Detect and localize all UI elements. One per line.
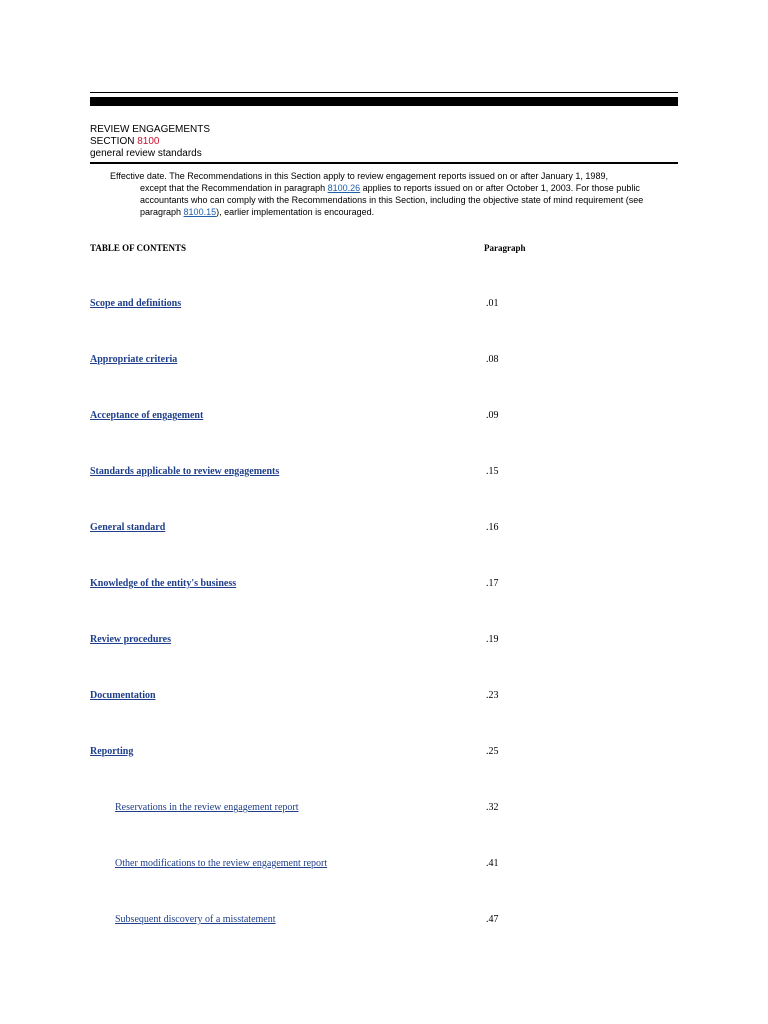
toc-link-knowledge[interactable]: Knowledge of the entity's business <box>90 578 237 589</box>
section-header <box>90 124 210 160</box>
document-page <box>90 0 678 1024</box>
toc-row <box>90 578 678 592</box>
toc-link-procedures[interactable]: Review procedures <box>90 634 172 645</box>
toc-link-acceptance[interactable]: Acceptance of engagement <box>90 410 204 421</box>
toc-paragraph-number: .09 <box>486 410 499 421</box>
toc-paragraph-number: .16 <box>486 522 499 533</box>
effective-text-2: except that the Recommendation in paragraph <box>140 183 328 193</box>
toc-row <box>90 746 678 760</box>
toc-row <box>90 634 678 648</box>
effective-text-4: ), earlier implementation is encouraged. <box>216 207 375 217</box>
section-line <box>90 136 210 148</box>
toc-paragraph-number: .17 <box>486 578 499 589</box>
toc-paragraph-number: .01 <box>486 298 499 309</box>
header-title: REVIEW ENGAGEMENTS <box>90 124 211 135</box>
toc-row <box>90 690 678 704</box>
toc-row <box>90 298 678 312</box>
toc-paragraph-number: .15 <box>486 466 499 477</box>
section-number: 8100 <box>137 136 160 147</box>
toc-link-reservations[interactable]: Reservations in the review engagement report <box>115 802 299 813</box>
toc-link-other-modifications[interactable]: Other modifications to the review engagement report <box>115 858 328 869</box>
toc-row <box>90 410 678 424</box>
toc-paragraph-number: .23 <box>486 690 499 701</box>
toc-heading: TABLE OF CONTENTS <box>90 243 187 253</box>
header-rule <box>90 162 678 164</box>
effective-text-1: Effective date. The Recommendations in this Section apply to review engagement reports issued on or after January 1, 1989, <box>110 171 608 181</box>
toc-paragraph-number: .19 <box>486 634 499 645</box>
toc-row <box>90 858 678 872</box>
toc-link-general-standard[interactable]: General standard <box>90 522 166 533</box>
paragraph-link-8100-15[interactable]: 8100.15 <box>183 207 217 217</box>
effective-indent-block <box>110 182 678 218</box>
toc-link-standards[interactable]: Standards applicable to review engagements <box>90 466 280 477</box>
section-label: SECTION <box>90 136 138 147</box>
toc-link-documentation[interactable]: Documentation <box>90 690 156 701</box>
toc-link-scope[interactable]: Scope and definitions <box>90 298 182 309</box>
effective-text-3: applies to reports issued on or after October 1, 2003. For those public accountants who can comply with the Recommendations in this Section, including the objective state of mind requirement (see paragraph <box>140 183 644 217</box>
toc-row <box>90 354 678 368</box>
toc-paragraph-number: .08 <box>486 354 499 365</box>
toc-row <box>90 914 678 928</box>
toc-paragraph-number: .25 <box>486 746 499 757</box>
toc-paragraph-number: .32 <box>486 802 499 813</box>
toc-link-reporting[interactable]: Reporting <box>90 746 134 757</box>
toc-row <box>90 466 678 480</box>
paragraph-heading: Paragraph <box>484 243 526 253</box>
toc-row <box>90 802 678 816</box>
effective-date-paragraph <box>110 170 678 218</box>
toc-row <box>90 522 678 536</box>
toc-link-criteria[interactable]: Appropriate criteria <box>90 354 178 365</box>
toc-paragraph-number: .41 <box>486 858 499 869</box>
toc-paragraph-number: .47 <box>486 914 499 925</box>
paragraph-link-8100-26[interactable]: 8100.26 <box>327 183 361 193</box>
toc-link-subsequent-discovery[interactable]: Subsequent discovery of a misstatement <box>115 914 276 925</box>
top-thick-rule <box>90 97 678 106</box>
section-subtitle: general review standards <box>90 148 202 159</box>
top-thin-rule <box>90 92 678 93</box>
